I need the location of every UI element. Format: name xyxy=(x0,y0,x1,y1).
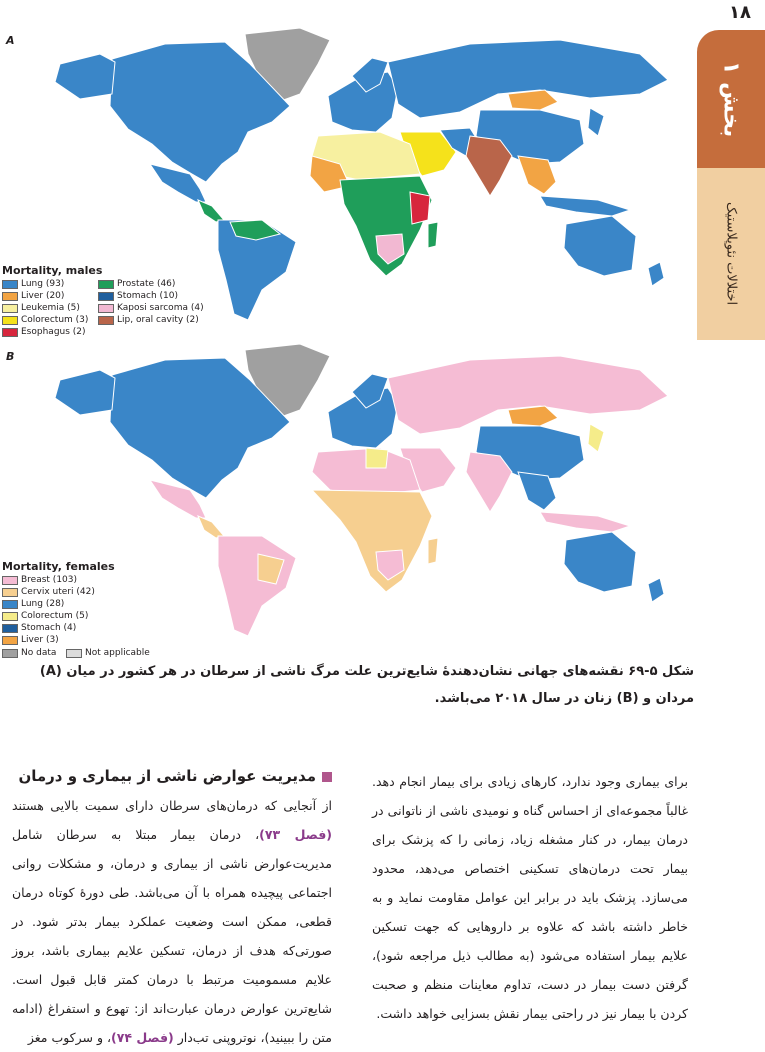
japan xyxy=(588,108,604,136)
south-america xyxy=(218,536,296,636)
legend-swatch xyxy=(98,304,114,313)
japan xyxy=(588,424,604,452)
legend-swatch xyxy=(66,649,82,658)
east-africa xyxy=(410,192,430,224)
legend-item: Cervix uteri (42) xyxy=(2,587,95,597)
legend-swatch xyxy=(98,316,114,325)
legend-item: Prostate (46) xyxy=(98,279,175,289)
legend-swatch xyxy=(2,636,18,645)
legend-swatch xyxy=(2,624,18,633)
central-america xyxy=(198,516,224,538)
libya xyxy=(366,448,388,468)
section-tab-label: بخش ۱ xyxy=(718,60,744,138)
legend-item: Esophagus (2) xyxy=(2,327,86,337)
heading-bullet-icon xyxy=(322,772,332,782)
legend-item: Breast (103) xyxy=(2,575,77,585)
madagascar xyxy=(428,538,438,564)
panel-a-letter: A xyxy=(6,34,15,47)
legend-swatch xyxy=(2,316,18,325)
legend-item: Stomach (10) xyxy=(98,291,178,301)
legend-item: No data xyxy=(2,648,56,658)
alaska xyxy=(55,54,115,99)
paragraph: از آنجایی که درمان‌های سرطان دارای سمیت بالایی هستند (فصل ۷۳)، درمان بیمار مبتلا به سرطان شامل مدیریت‌عوارض ناشی از بیماری و درمان، و مشکلات روانی اجتماعی پیچیده همراه با آن می‌باشد. طی دورهٔ کوتاه درمان قطعی، ممکن است وضعیت عملکرد بیمار بدتر شود. در صورتی‌که هدف از درمان، تسکین علایم بیماری باشد، بروز علایم مسمومیت مرتبط با درمان کمتر قابل قبول است. شایع‌ترین عوارض درمان عبارت‌اند از: تهوع و استفراغ (ادامه متن را ببینید)، نوتروپنی تب‌دار (فصل ۷۴)، و سرکوب مغز xyxy=(12,798,332,1045)
legend-swatch xyxy=(2,304,18,313)
legend-swatch xyxy=(2,612,18,621)
legend-swatch xyxy=(2,588,18,597)
section-heading: مدیریت عوارض ناشی از بیماری و درمان xyxy=(12,762,332,791)
madagascar xyxy=(428,222,438,248)
chapter-reference-link[interactable]: (فصل ۷۳) xyxy=(259,827,332,842)
legend-item: Leukemia (5) xyxy=(2,303,80,313)
legend-item: Kaposi sarcoma (4) xyxy=(98,303,204,313)
body-text-right: برای بیماری وجود ندارد، کارهای زیادی برای بیمار انجام دهد. غالباً مجموعه‌ای از احساس گناه و نومیدی ناشی از ناتوانی در درمان بیمار، در کنار مشغله زیاد، زمانی را که پزشک برای بیمار تحت درمان‌های تسکینی اختصاص می‌دهد، محدود می‌سازد. پزشک باید در برابر این عوامل مقاومت نماید و به خاطر داشته باشد که علاوه بر داروهایی که جهت تسکین علایم بیمار استفاده می‌شود (به مطالب ذیل مراجعه شود)، گرفتن دست بیمار در دست، تداوم معاینات منظم و صحبت کردن با بیمار نیز در راحتی بیمار نقش بسزایی خواهد داشت. xyxy=(372,774,688,1021)
mongolia xyxy=(508,406,558,426)
new-zealand xyxy=(648,262,664,286)
australia xyxy=(564,216,636,276)
legend-item: Not applicable xyxy=(66,648,150,658)
chapter-reference-link[interactable]: (فصل ۷۴) xyxy=(111,1030,174,1045)
central-africa xyxy=(312,490,432,592)
legend-swatch xyxy=(98,292,114,301)
australia xyxy=(564,532,636,592)
chapter-tab-label: اختلالات نئوپلاستیک xyxy=(723,202,739,306)
indonesia xyxy=(540,196,630,216)
page-number: ۱۸ xyxy=(729,2,751,23)
legend-item: Lip, oral cavity (2) xyxy=(98,315,199,325)
legend-item: Lung (28) xyxy=(2,599,64,609)
legend-swatch xyxy=(2,600,18,609)
map-females xyxy=(0,340,690,640)
section-tab xyxy=(697,30,765,168)
indonesia xyxy=(540,512,630,532)
figure-caption: شکل ۵-۶۹ نقشه‌های جهانی نشان‌دهندهٔ شایع‌ترین علت مرگ ناشی از سرطان در هر کشور در میان (A) مردان و (B) زنان در سال ۲۰۱۸ می‌باشد. xyxy=(39,664,694,706)
body-text-left xyxy=(12,762,332,1052)
panel-b-letter: B xyxy=(6,350,15,363)
legend-item: Lung (93) xyxy=(2,279,64,289)
legend-swatch xyxy=(2,649,18,658)
legend-swatch xyxy=(2,576,18,585)
legend-title-males: Mortality, males xyxy=(2,264,103,277)
legend-item: Stomach (4) xyxy=(2,623,76,633)
legend-swatch xyxy=(2,328,18,337)
mongolia xyxy=(508,90,558,110)
new-zealand xyxy=(648,578,664,602)
legend-item: Colorectum (3) xyxy=(2,315,88,325)
legend-title-females: Mortality, females xyxy=(2,560,115,573)
legend-swatch xyxy=(2,292,18,301)
legend-item: Liver (20) xyxy=(2,291,64,301)
legend-swatch xyxy=(98,280,114,289)
alaska xyxy=(55,370,115,415)
legend-item: Liver (3) xyxy=(2,635,59,645)
chapter-tab xyxy=(697,168,765,340)
central-america xyxy=(198,200,224,222)
legend-item: Colorectum (5) xyxy=(2,611,88,621)
legend-swatch xyxy=(2,280,18,289)
